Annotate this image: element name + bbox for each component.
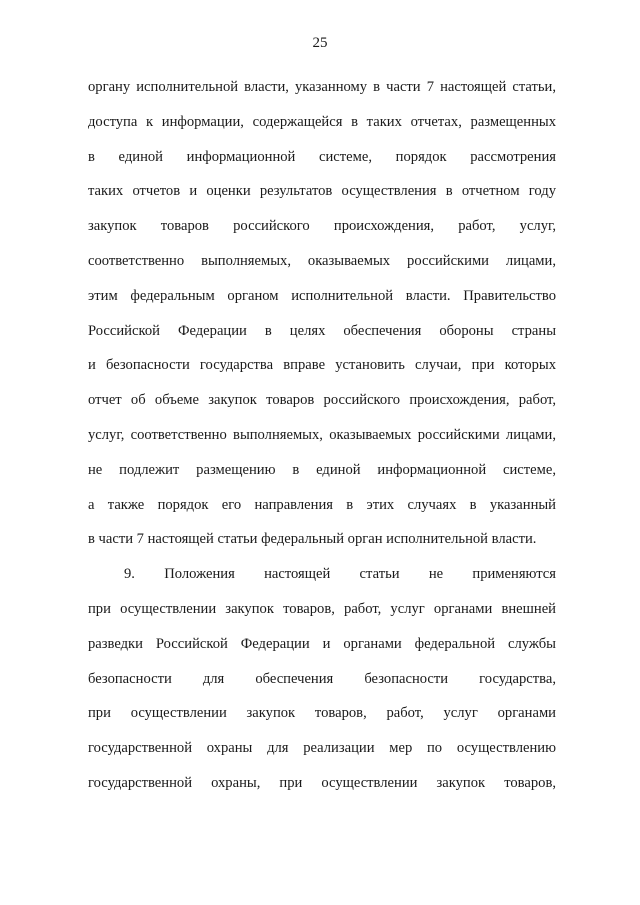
text-line: таких отчетов и оценки результатов осуществления в отчетном году bbox=[88, 183, 556, 199]
text-line: соответственно выполняемых, оказываемых российскими лицами, bbox=[88, 253, 556, 269]
text-line: безопасности для обеспечения безопасности государства, bbox=[88, 671, 556, 687]
text-line: государственной охраны, при осуществлении закупок товаров, bbox=[88, 775, 556, 791]
text-line: и безопасности государства вправе установить случаи, при которых bbox=[88, 357, 556, 373]
text-line: органу исполнительной власти, указанному в части 7 настоящей статьи, bbox=[88, 79, 556, 95]
text-line: 9. Положения настоящей статьи не применяются bbox=[124, 566, 556, 582]
text-line: разведки Российской Федерации и органами федеральной службы bbox=[88, 636, 556, 652]
page-number: 25 bbox=[312, 35, 328, 51]
text-line: отчет об объеме закупок товаров российского происхождения, работ, bbox=[88, 392, 556, 408]
text-line: Российской Федерации в целях обеспечения обороны страны bbox=[88, 323, 556, 339]
text-line: в единой информационной системе, порядок рассмотрения bbox=[88, 149, 556, 165]
text-line: при осуществлении закупок товаров, работ, услуг органами bbox=[88, 705, 556, 721]
text-line: доступа к информации, содержащейся в таких отчетах, размещенных bbox=[88, 114, 556, 130]
text-line: услуг, соответственно выполняемых, оказываемых российскими лицами, bbox=[88, 427, 556, 443]
text-line: государственной охраны для реализации мер по осуществлению bbox=[88, 740, 556, 756]
text-line: закупок товаров российского происхождения, работ, услуг, bbox=[88, 218, 556, 234]
text-line: а также порядок его направления в этих случаях в указанный bbox=[88, 497, 556, 513]
text-line: этим федеральным органом исполнительной власти. Правительство bbox=[88, 288, 556, 304]
text-line: при осуществлении закупок товаров, работ, услуг органами внешней bbox=[88, 601, 556, 617]
text-line: не подлежит размещению в единой информационной системе, bbox=[88, 462, 556, 478]
text-line: в части 7 настоящей статьи федеральный орган исполнительной власти. bbox=[88, 531, 537, 547]
